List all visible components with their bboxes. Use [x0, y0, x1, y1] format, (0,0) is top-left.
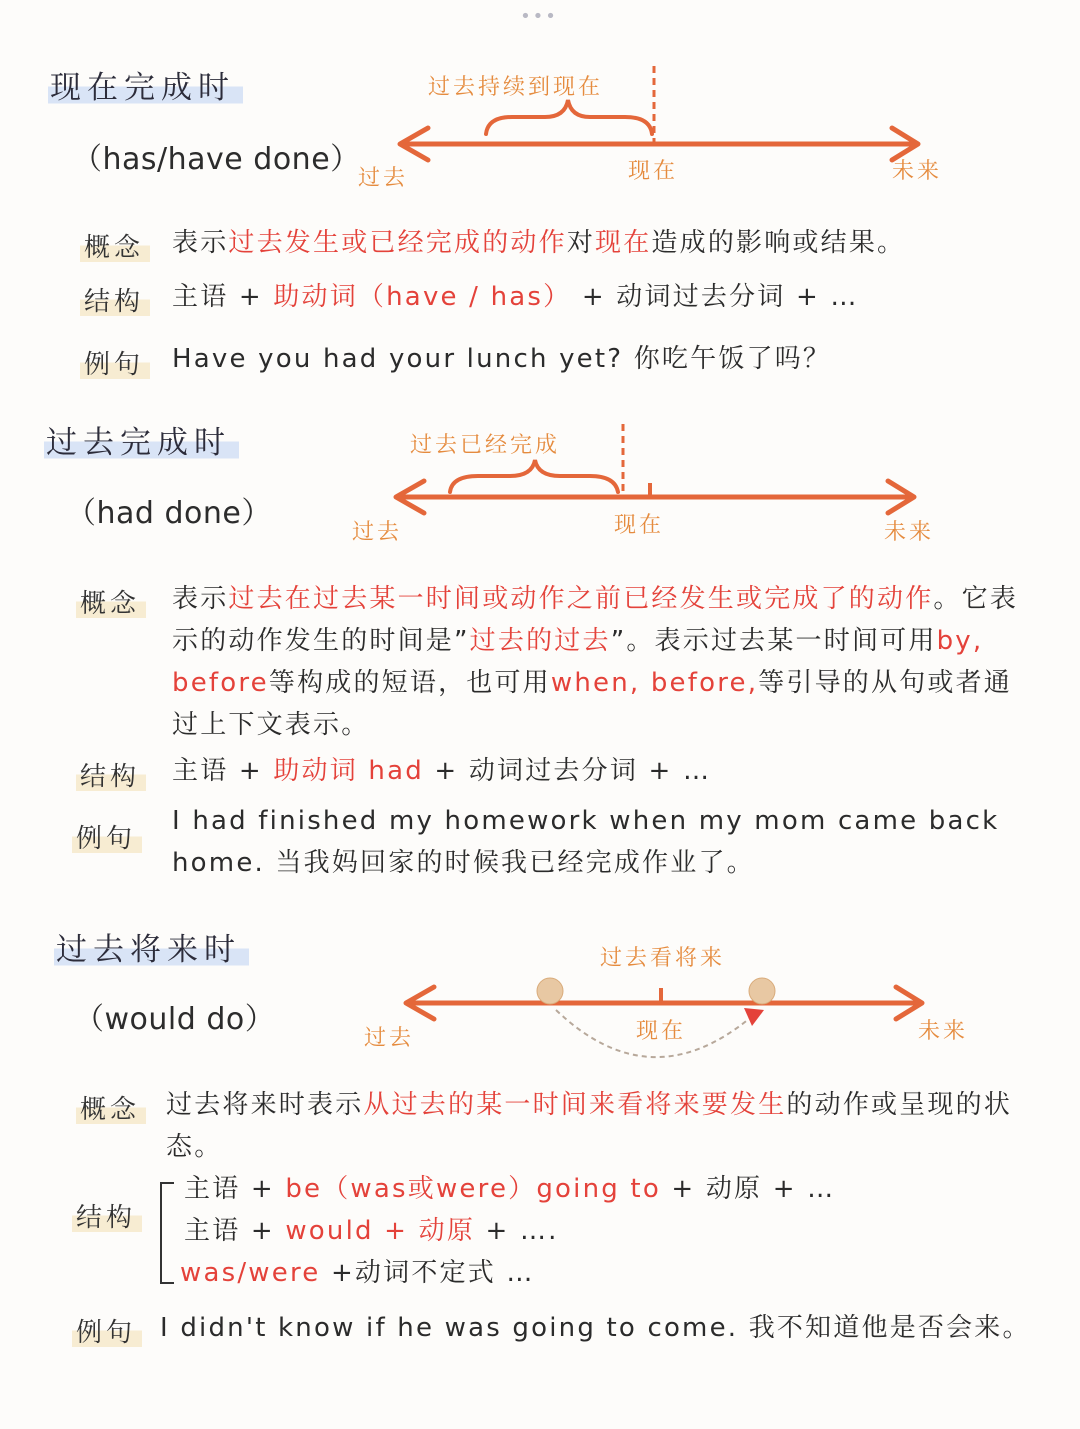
- page-dots: •••: [520, 6, 558, 27]
- past-point-icon: [537, 978, 563, 1004]
- structure-text: 主语 + 助动词 had + 动词过去分词 + …: [172, 756, 712, 786]
- brace-label: 过去已经完成: [410, 433, 561, 458]
- timeline-future-in-past: [364, 946, 968, 1057]
- brace-label: 过去持续到现在: [428, 75, 604, 100]
- now-label: 现在: [628, 159, 679, 184]
- form-future-in-past: （would do）: [74, 1002, 276, 1037]
- arc-arrowhead-icon: [744, 1008, 764, 1026]
- timeline-present-perfect: [358, 66, 942, 191]
- structure-line-1: 主语 + be（was或were）going to + 动原 + …: [184, 1174, 836, 1204]
- duration-brace: [486, 100, 652, 134]
- structure-label: 结构: [72, 1197, 142, 1234]
- now-label: 现在: [636, 1019, 687, 1044]
- past-label: 过去: [358, 166, 409, 191]
- timeline-past-perfect: [352, 424, 934, 545]
- concept-text: 过去将来时表示从过去的某一时间来看将来要发生的动作或呈现的状态。: [166, 1090, 1013, 1162]
- example-text: I had finished my homework when my mom came back home. 当我妈回家的时候我已经完成作业了。: [172, 806, 1000, 878]
- example-label: 例句: [80, 344, 150, 381]
- form-past-perfect: （had done）: [66, 496, 272, 531]
- past-label: 过去: [352, 520, 403, 545]
- concept-text: 表示过去发生或已经完成的动作对现在造成的影响或结果。: [172, 228, 906, 258]
- future-label: 未来: [892, 159, 943, 184]
- past-label: 过去: [364, 1026, 415, 1051]
- duration-brace: [450, 460, 618, 492]
- future-point-icon: [749, 978, 775, 1004]
- concept-label: 概念: [80, 227, 150, 264]
- section-title-past-perfect: 过去完成时: [44, 417, 239, 462]
- section-title-future-in-past: 过去将来时: [54, 924, 249, 969]
- structure-line-2: 主语 + would + 动原 + ….: [184, 1216, 559, 1246]
- example-label: 例句: [72, 1312, 142, 1349]
- structure-text: 主语 + 助动词（have / has） + 动词过去分词 + …: [172, 282, 859, 312]
- future-label: 未来: [918, 1019, 969, 1044]
- structure-line-3: was/were +动词不定式 …: [180, 1258, 535, 1288]
- now-label: 现在: [614, 513, 665, 538]
- future-label: 未来: [884, 520, 935, 545]
- structure-bracket: [160, 1182, 174, 1284]
- example-text: I didn't know if he was going to come. 我不知道他是否会来。: [160, 1313, 1031, 1343]
- concept-label: 概念: [76, 583, 146, 620]
- form-present-perfect: （has/have done）: [72, 142, 361, 177]
- example-text: Have you had your lunch yet? 你吃午饭了吗？: [172, 344, 832, 374]
- concept-text: 表示过去在过去某一时间或动作之前已经发生或完成了的动作。它表示的动作发生的时间是”过去的过去”。表示过去某一时间可用by, before等构成的短语，也可用when, before,等引导的从句或者通过上下文表示。: [172, 584, 1019, 740]
- structure-label: 结构: [76, 756, 146, 793]
- concept-label: 概念: [76, 1089, 146, 1126]
- example-label: 例句: [72, 818, 142, 855]
- section-title-present-perfect: 现在完成时: [48, 62, 243, 107]
- top-label: 过去看将来: [600, 946, 726, 971]
- structure-label: 结构: [80, 281, 150, 318]
